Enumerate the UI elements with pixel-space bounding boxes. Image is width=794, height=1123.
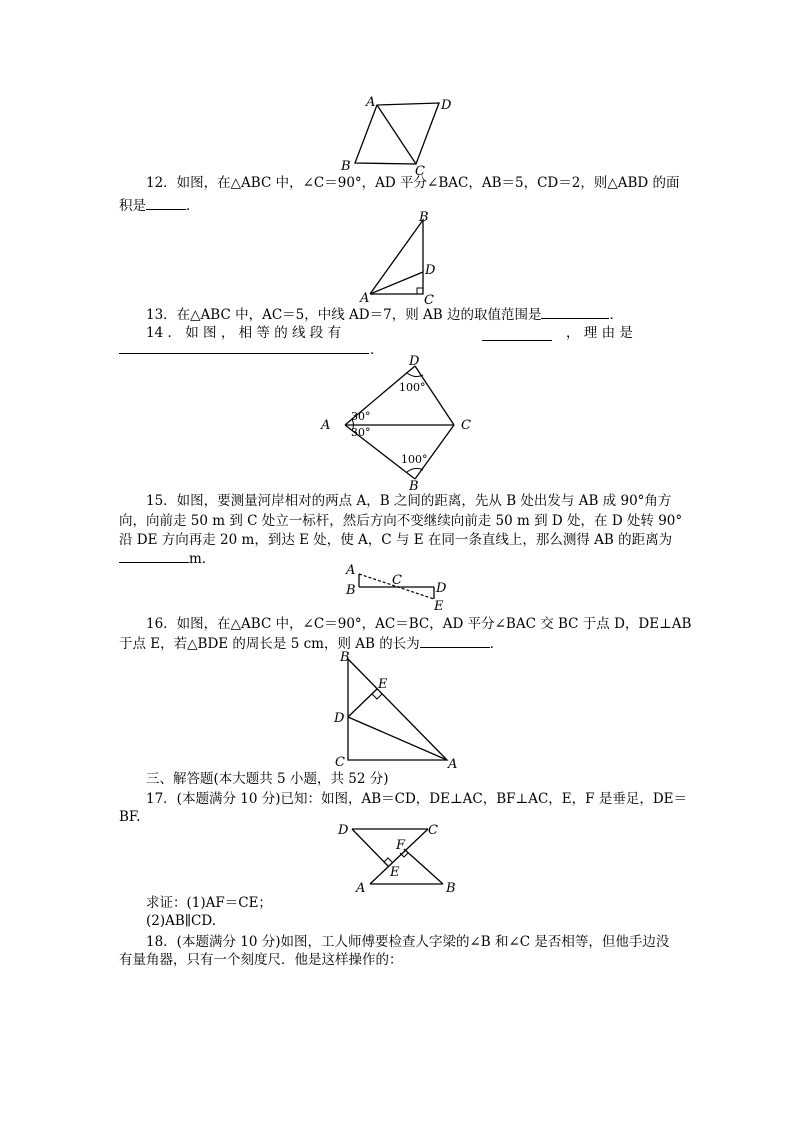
figure-river-measure xyxy=(340,560,460,615)
question-13-text: 13．在△ABC 中，AC＝5，中线 AD＝7，则 AB 边的取值范围是 xyxy=(146,307,542,323)
label-d: D xyxy=(334,711,345,726)
question-15-suffix: m. xyxy=(189,551,207,567)
label-b: B xyxy=(346,583,356,598)
answer-blank-16[interactable] xyxy=(420,633,490,648)
label-a: A xyxy=(346,563,356,578)
question-12-prefix: 积是 xyxy=(119,198,146,214)
label-b: B xyxy=(446,881,456,896)
label-b: B xyxy=(409,479,419,494)
question-18-line2: 有量角器，只有一个刻度尺．他是这样操作的： xyxy=(119,952,403,968)
question-12-line2 xyxy=(119,195,200,216)
label-e: E xyxy=(434,599,444,614)
label-c: C xyxy=(424,293,434,308)
answer-blank-15[interactable] xyxy=(119,548,189,563)
question-16-suffix: ． xyxy=(489,636,504,652)
label-f: F xyxy=(396,838,406,853)
answer-blank-13[interactable] xyxy=(541,304,609,319)
question-15-line4 xyxy=(119,548,206,569)
question-15-line3: 沿 DE 方向再走 20 m，到达 E 处，使 A，C 与 E 在同一条直线上，那么测得 AB 的距离为 xyxy=(119,532,673,548)
label-c: C xyxy=(415,164,425,179)
question-12-line1: 12．如图，在△ABC 中，∠C＝90°，AD 平分∠BAC，AB＝5，CD＝2，则△ABD 的面 xyxy=(146,175,680,191)
label-b: B xyxy=(419,210,429,225)
label-a: A xyxy=(360,291,370,306)
figure-isosceles-right-triangle xyxy=(330,648,470,773)
label-c: C xyxy=(428,823,438,838)
label-e: E xyxy=(378,677,388,692)
angle-a-upper-label: 30° xyxy=(351,410,371,423)
question-18-line1: 18．(本题满分 10 分)如图，工人师傅要检查人字梁的∠B 和∠C 是否相等，但他手边没 xyxy=(146,934,670,950)
angle-b-label: 100° xyxy=(401,453,428,466)
question-14-line1b: ， 理 由 是 xyxy=(566,325,633,341)
question-17-line2: BF. xyxy=(119,809,141,825)
label-c: C xyxy=(392,573,402,588)
answer-blank-12[interactable] xyxy=(146,195,186,210)
question-17-prove-2: (2)AB∥CD. xyxy=(146,913,216,929)
label-a: A xyxy=(321,418,331,433)
label-b: B xyxy=(341,159,351,174)
question-14-line1a: 14 ． 如 图 ， 相 等 的 线 段 有 xyxy=(146,325,342,341)
question-12-suffix: ． xyxy=(186,198,200,214)
label-c: C xyxy=(461,418,471,433)
section-title: 三、解答题(本大题共 5 小题，共 52 分) xyxy=(146,771,389,787)
question-13-suffix: ． xyxy=(609,307,623,323)
question-13 xyxy=(146,304,623,325)
angle-d-label: 100° xyxy=(399,381,426,394)
label-a: A xyxy=(448,757,458,772)
label-d: D xyxy=(436,581,447,596)
question-17-line1: 17．(本题满分 10 分)已知：如图，AB＝CD，DE⊥AC，BF⊥AC，E，F 是垂足，DE＝ xyxy=(146,791,688,807)
angle-a-lower-label: 30° xyxy=(351,426,371,439)
label-d: D xyxy=(425,263,436,278)
question-16-text: 于点 E，若△BDE 的周长是 5 cm，则 AB 的长为 xyxy=(119,636,420,652)
question-17-prove-1: 求证：(1)AF＝CE； xyxy=(146,895,272,911)
question-15-line2: 向，向前走 50 m 到 C 处立一标杆，然后方向不变继续向前走 50 m 到 D 处，在 D 处转 90° xyxy=(119,513,683,529)
answer-blank-14a[interactable] xyxy=(482,326,552,341)
figure-kite xyxy=(315,354,485,494)
figure-parallelogram xyxy=(335,95,455,179)
label-b: B xyxy=(340,650,350,665)
question-16-line1: 16．如图，在△ABC 中，∠C＝90°，AC＝BC，AD 平分∠BAC 交 BC 于点 D，DE⊥AB xyxy=(146,616,692,632)
label-d: D xyxy=(409,354,420,369)
answer-blank-14b[interactable] xyxy=(119,339,369,354)
question-15-line1: 15．如图，要测量河岸相对的两点 A，B 之间的距离，先从 B 处出发与 AB 成 90°角方 xyxy=(146,493,672,509)
label-a: A xyxy=(356,881,366,896)
label-c: C xyxy=(335,755,345,770)
label-a: A xyxy=(366,95,376,110)
figure-right-triangle xyxy=(360,210,450,308)
label-e: E xyxy=(390,865,400,880)
figure-two-triangles xyxy=(332,818,462,894)
question-14-suffix: ． xyxy=(370,342,384,358)
label-d: D xyxy=(441,98,452,113)
label-d: D xyxy=(338,823,349,838)
